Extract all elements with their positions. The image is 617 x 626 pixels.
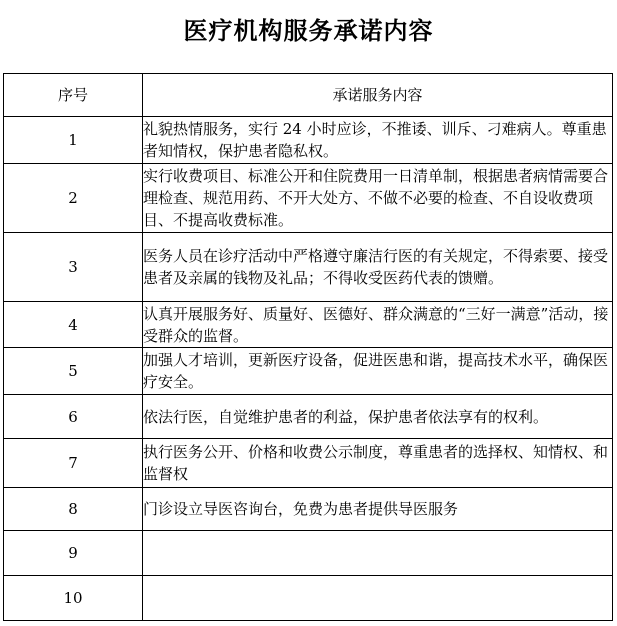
row-content: 门诊设立导医咨询台，免费为患者提供导医服务 <box>143 488 613 531</box>
row-number: 2 <box>4 164 143 233</box>
row-content <box>143 576 613 621</box>
row-content: 认真开展服务好、质量好、医德好、群众满意的“三好一满意”活动，接受群众的监督。 <box>143 302 613 348</box>
row-number: 4 <box>4 302 143 348</box>
row-content <box>143 531 613 576</box>
table-row <box>4 439 613 488</box>
row-content: 执行医务公开、价格和收费公示制度，尊重患者的选择权、知情权、和监督权 <box>143 439 613 488</box>
row-content: 依法行医，自觉维护患者的利益，保护患者依法享有的权利。 <box>143 395 613 439</box>
table-row <box>4 164 613 233</box>
table-row <box>4 233 613 302</box>
row-number: 10 <box>4 576 143 621</box>
row-number: 3 <box>4 233 143 302</box>
table-row <box>4 117 613 164</box>
header-number: 序号 <box>4 74 143 117</box>
row-number: 5 <box>4 348 143 395</box>
row-number: 8 <box>4 488 143 531</box>
table-row <box>4 395 613 439</box>
row-number: 6 <box>4 395 143 439</box>
table-row <box>4 531 613 576</box>
row-content: 礼貌热情服务，实行 24 小时应诊，不推诿、训斥、刁难病人。尊重患者知情权，保护患者隐私权。 <box>143 117 613 164</box>
table-row <box>4 302 613 348</box>
table-row <box>4 348 613 395</box>
table-header-row <box>4 74 613 117</box>
table-row <box>4 576 613 621</box>
row-content: 医务人员在诊疗活动中严格遵守廉洁行医的有关规定，不得索要、接受患者及亲属的钱物及礼品；不得收受医药代表的馈赠。 <box>143 233 613 302</box>
document-title: 医疗机构服务承诺内容 <box>183 17 434 45</box>
header-content: 承诺服务内容 <box>143 74 613 117</box>
row-number: 9 <box>4 531 143 576</box>
row-number: 1 <box>4 117 143 164</box>
row-number: 7 <box>4 439 143 488</box>
row-content: 实行收费项目、标准公开和住院费用一日清单制，根据患者病情需要合理检查、规范用药、不开大处方、不做不必要的检查、不自设收费项目、不提高收费标准。 <box>143 164 613 233</box>
commitments-table <box>3 73 613 621</box>
table-row <box>4 488 613 531</box>
row-content: 加强人才培训，更新医疗设备，促进医患和谐，提高技术水平，确保医疗安全。 <box>143 348 613 395</box>
